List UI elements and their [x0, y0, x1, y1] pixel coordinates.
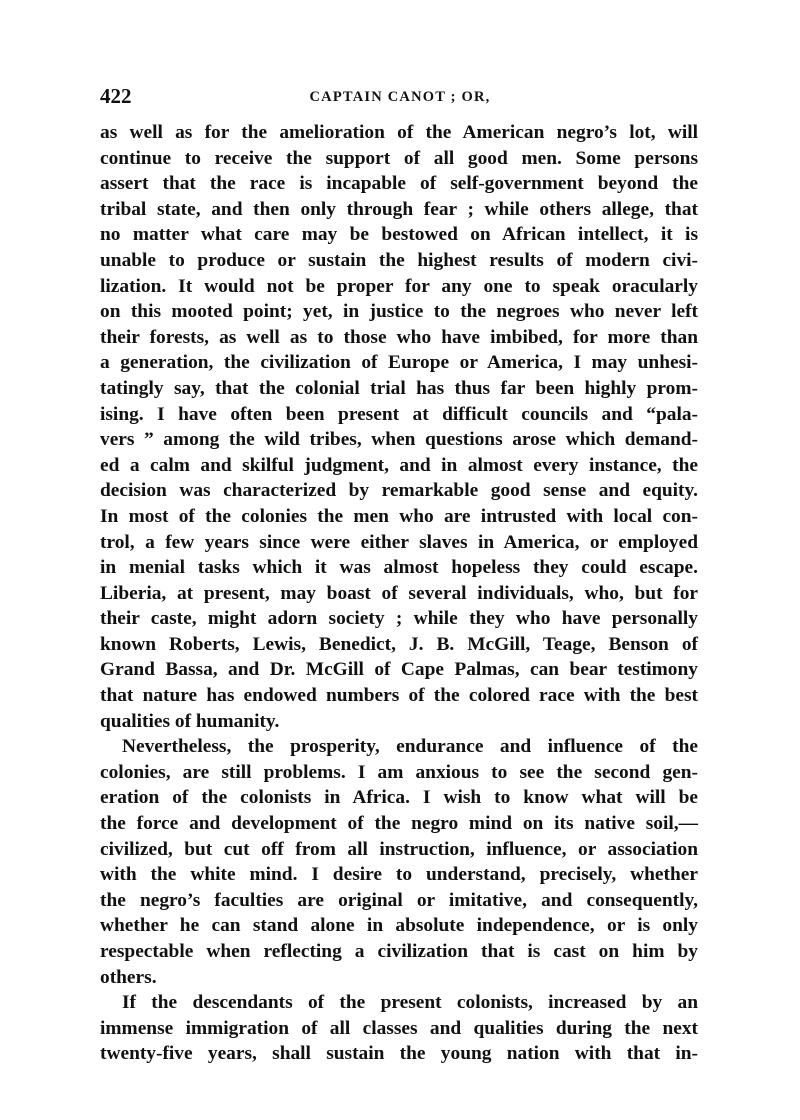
text-line: ed a calm and skilful judgment, and in almost every instance, the [100, 454, 698, 476]
text-line: Grand Bassa, and Dr. McGill of Cape Palmas, can bear testimony [100, 659, 698, 681]
text-line: immense immigration of all classes and qualities during the next [100, 1017, 698, 1039]
text-line: respectable when reflecting a civilization that is cast on him by [100, 941, 698, 962]
text-line: no matter what care may be bestowed on African intellect, it is [100, 224, 698, 246]
text-line: unable to produce or sustain the highest results of modern civi- [100, 249, 698, 271]
text-line: decision was characterized by remarkable good sense and equity. [100, 480, 698, 502]
text-line: known Roberts, Lewis, Benedict, J. B. McGill, Teage, Benson of [100, 633, 698, 655]
body-text [100, 120, 698, 1067]
text-line: tribal state, and then only through fear ; while others allege, that [100, 198, 698, 220]
text-line: whether he can stand alone in absolute independence, or is only [100, 915, 698, 937]
text-line: In most of the colonies the men who are intrusted with local con- [100, 505, 698, 527]
running-head: CAPTAIN CANOT ; OR, [309, 89, 491, 105]
text-line: their forests, as well as to those who have imbibed, for more than [100, 326, 698, 348]
text-line: others. [100, 966, 157, 988]
text-line: eration of the colonists in Africa. I wish to know what will be [100, 787, 698, 809]
text-line: on this mooted point; yet, in justice to the negroes who never left [100, 301, 698, 323]
text-line: their caste, might adorn society ; while they who have personally [100, 608, 698, 630]
text-line: vers ” among the wild tribes, when questions arose which demand- [100, 429, 698, 451]
text-line: the negro’s faculties are original or imitative, and consequently, [100, 889, 698, 911]
text-line: ising. I have often been present at difficult councils and “pala- [100, 403, 698, 425]
text-line: Nevertheless, the prosperity, endurance and influence of the [122, 736, 698, 758]
text-line: in menial tasks which it was almost hopeless they could escape. [100, 557, 698, 579]
text-line: civilized, but cut off from all instruction, influence, or association [100, 838, 698, 860]
text-line: assert that the race is incapable of self-government beyond the [100, 173, 698, 195]
page-number: 422 [100, 84, 132, 108]
text-line: trol, a few years since were either slaves in America, or employed [100, 531, 698, 553]
text-line: If the descendants of the present colonists, increased by an [122, 992, 698, 1014]
text-line: twenty-five years, shall sustain the young nation with that in- [100, 1043, 698, 1065]
text-line: as well as for the amelioration of the American negro’s lot, will [100, 122, 698, 143]
page-header [100, 84, 700, 114]
text-line: tatingly say, that the colonial trial has thus far been highly prom- [100, 377, 698, 399]
text-line: a generation, the civilization of Europe or America, I may unhesi- [100, 352, 698, 374]
text-line: that nature has endowed numbers of the colored race with the best [100, 685, 698, 707]
text-line: colonies, are still problems. I am anxious to see the second gen- [100, 761, 698, 783]
text-line: with the white mind. I desire to understand, precisely, whether [100, 864, 698, 886]
text-line: continue to receive the support of all good men. Some persons [100, 147, 698, 169]
text-line: lization. It would not be proper for any one to speak oracularly [100, 275, 698, 297]
text-line: Liberia, at present, may boast of several individuals, who, but for [100, 582, 698, 604]
text-line: qualities of humanity. [100, 710, 280, 732]
text-line: the force and development of the negro mind on its native soil,— [100, 813, 698, 835]
